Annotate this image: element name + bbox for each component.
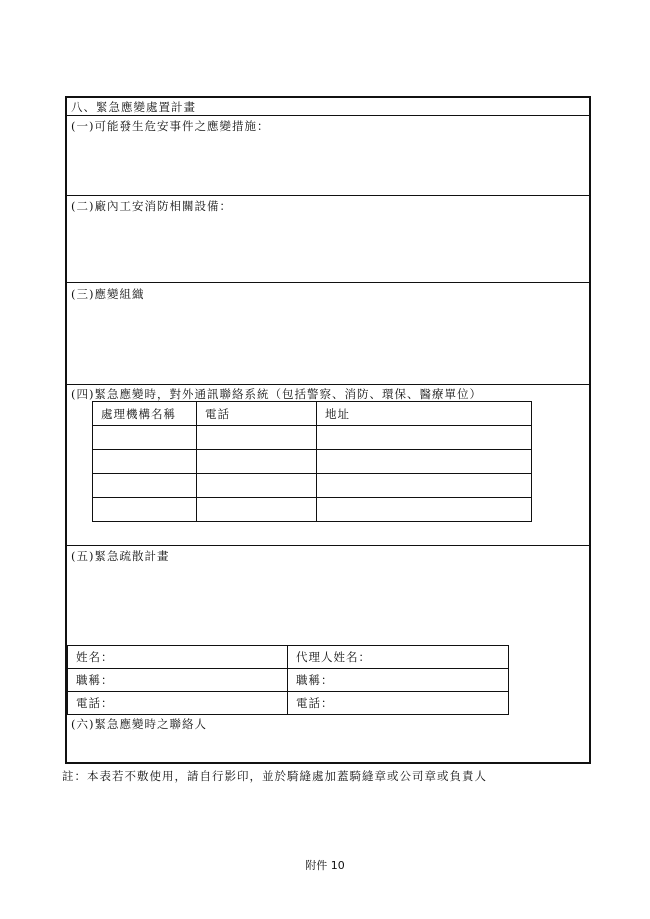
agency-name-field[interactable] [93, 474, 197, 498]
phone-field[interactable]: 電話： [68, 692, 288, 715]
page-number: 附件 10 [305, 859, 345, 872]
phone-field[interactable] [197, 426, 317, 450]
table-row [93, 474, 532, 498]
section-6 [67, 715, 589, 764]
phone-field[interactable] [197, 498, 317, 522]
agency-name-field[interactable] [93, 450, 197, 474]
header-phone: 電話 [197, 402, 317, 426]
table-row [68, 692, 509, 715]
address-field[interactable] [317, 426, 532, 450]
phone-field[interactable] [197, 450, 317, 474]
header-address: 地址 [317, 402, 532, 426]
section-3 [67, 282, 589, 385]
section-3-label: (三)應變組織 [71, 287, 145, 301]
contact-table [92, 401, 532, 522]
header-agency-name: 處理機構名稱 [93, 402, 197, 426]
section-6-label: (六)緊急應變時之聯絡人 [71, 717, 207, 731]
footnote: 註：本表若不敷使用，請自行影印，並於騎縫處加蓋騎縫章或公司章或負責人 [62, 769, 487, 783]
deputy-title-field[interactable]: 職稱： [288, 669, 509, 692]
address-field[interactable] [317, 498, 532, 522]
agency-name-field[interactable] [93, 426, 197, 450]
section-2-label: (二)廠內工安消防相關設備： [71, 199, 232, 213]
title-field[interactable]: 職稱： [68, 669, 288, 692]
table-row [68, 669, 509, 692]
section-5-label: (五)緊急疏散計畫 [71, 549, 170, 563]
contact-table-header [93, 402, 532, 426]
address-field[interactable] [317, 474, 532, 498]
section-1-label: (一)可能發生危安事件之應變措施： [71, 119, 270, 133]
section-2 [67, 195, 589, 283]
table-row [93, 498, 532, 522]
table-row [68, 646, 509, 669]
section-4-label: (四)緊急應變時，對外通訊聯絡系統（包括警察、消防、環保、醫療單位） [71, 387, 482, 401]
table-row [93, 426, 532, 450]
form-title: 八、緊急應變處置計畫 [71, 100, 196, 114]
address-field[interactable] [317, 450, 532, 474]
table-row [93, 450, 532, 474]
section-1 [67, 115, 589, 196]
name-field[interactable]: 姓名： [68, 646, 288, 669]
deputy-phone-field[interactable]: 電話： [288, 692, 509, 715]
deputy-name-field[interactable]: 代理人姓名： [288, 646, 509, 669]
emergency-response-form [65, 96, 591, 764]
agency-name-field[interactable] [93, 498, 197, 522]
contact-person-table [67, 645, 509, 715]
form-title-row [67, 98, 589, 115]
phone-field[interactable] [197, 474, 317, 498]
